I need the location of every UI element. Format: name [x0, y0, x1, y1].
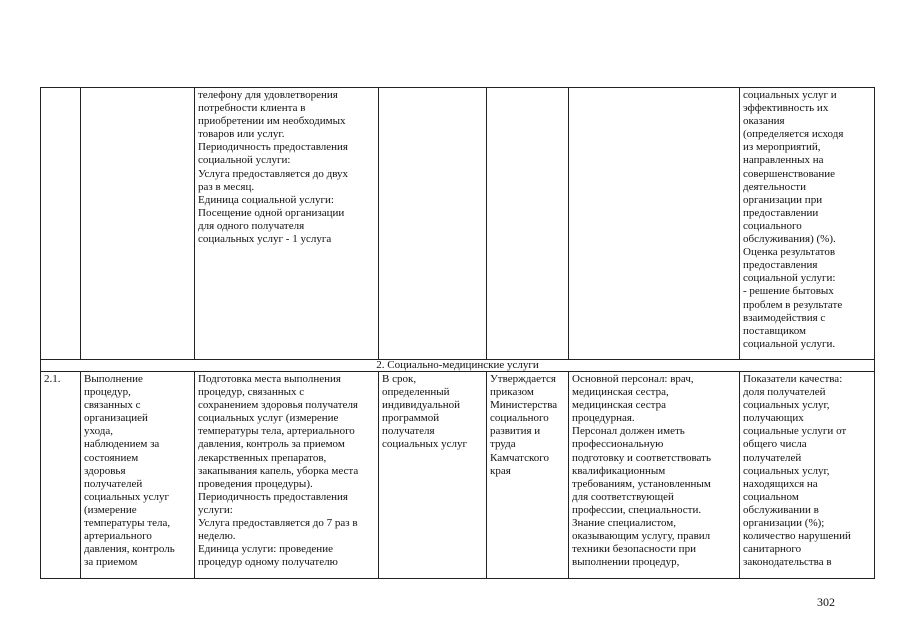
cell-timing	[379, 372, 487, 579]
text-line: Камчатского	[490, 451, 550, 464]
text-line: социальных услуг	[84, 490, 170, 503]
text-line: из мероприятий,	[743, 141, 821, 154]
text-line: труда	[490, 438, 516, 451]
text-line: Знание специалистом,	[572, 517, 677, 530]
text-line: проблем в результате	[743, 298, 843, 311]
cell-description	[195, 372, 379, 579]
cell-service-name	[81, 88, 195, 360]
text-line: раз в месяц.	[198, 180, 255, 193]
text-line: социальных услуг и	[743, 89, 837, 101]
text-line: обслуживания) (%).	[743, 233, 836, 246]
text-line: социального	[743, 219, 802, 232]
text-line: Персонал должен иметь	[572, 425, 685, 438]
text-line: медицинская сестра,	[572, 386, 669, 399]
text-line: услуги:	[198, 503, 233, 516]
text-line: взаимодействия с	[743, 311, 826, 324]
text-line: техники безопасности при	[572, 543, 696, 556]
text-line: организации при	[743, 193, 823, 206]
text-line: эффективность их	[743, 102, 829, 115]
text-line: оказания	[743, 115, 785, 128]
cell-cost	[487, 372, 569, 579]
text-line: профессиональную	[572, 438, 664, 451]
text-line: организации (%);	[743, 517, 825, 530]
text-line: процедурная.	[572, 412, 635, 425]
text-line: артериального	[84, 530, 152, 543]
text-line: доля получателей	[743, 386, 826, 399]
cell-conditions	[569, 372, 740, 579]
text-line: требованиям, установленным	[572, 477, 711, 490]
text-line: квалификационным	[572, 464, 666, 477]
text-line: общего числа	[743, 438, 807, 451]
text-line: связанных с	[84, 399, 141, 412]
text-line: давления, контроль	[84, 543, 175, 556]
text-line: находящихся на	[743, 477, 818, 490]
text-line: Периодичность предоставления	[198, 490, 348, 503]
text-line: товаров или услуг.	[198, 128, 285, 141]
text-line: температуры тела, артериального	[198, 425, 355, 438]
text-line: лекарственных препаратов,	[198, 451, 327, 464]
text-line: за приемом	[84, 556, 138, 569]
cell-service-name	[81, 372, 195, 579]
text-line: индивидуальной	[382, 399, 461, 412]
text-line: В срок,	[382, 373, 417, 385]
cell-cost	[487, 88, 569, 360]
page-number: 302	[817, 595, 835, 609]
text-line: приобретении им необходимых	[198, 115, 346, 128]
cell-description	[195, 88, 379, 360]
text-line: количество нарушений	[743, 530, 851, 543]
text-line: Услуга предоставляется до 7 раз в	[198, 517, 358, 530]
text-line: телефону для удовлетворения	[198, 89, 338, 101]
cell-quality	[740, 372, 875, 579]
text-line: выполнении процедур,	[572, 556, 680, 569]
text-line: закапывания капель, уборка места	[198, 464, 359, 477]
text-line: законодательства в	[743, 556, 832, 569]
text-line: (определяется исходя	[743, 128, 844, 141]
text-line: проведения процедуры).	[198, 477, 313, 490]
text-line: Утверждается	[490, 373, 556, 385]
text-line: Услуга предоставляется до двух	[198, 167, 349, 180]
text-line: предоставления	[743, 259, 818, 272]
text-line: профессии, специальности.	[572, 503, 702, 516]
text-line: Посещение одной организации	[198, 206, 345, 219]
services-table	[40, 87, 875, 579]
table-row	[41, 372, 875, 579]
text-line: наблюдением за	[84, 438, 160, 451]
text-line: давления, контроль за приемом	[198, 438, 345, 451]
text-line: совершенствование	[743, 167, 836, 180]
text-line: для соответствующей	[572, 490, 674, 503]
text-line: края	[490, 464, 511, 477]
text-line: потребности клиента в	[198, 102, 306, 115]
text-line: социальном	[743, 490, 799, 503]
text-line: социальных услуг,	[743, 399, 830, 412]
text-line: процедур,	[84, 386, 131, 399]
text-line: социальной услуги:	[198, 154, 291, 167]
text-line: здоровья	[84, 464, 126, 477]
text-line: медицинская сестра	[572, 399, 666, 412]
text-line: социальной услуги:	[743, 272, 836, 285]
section-heading-row	[41, 360, 875, 372]
text-line: сохранением здоровья получателя	[198, 399, 358, 412]
text-line: социальных услуг - 1 услуга	[198, 233, 332, 246]
cell-conditions	[569, 88, 740, 360]
text-line: получателя	[382, 425, 435, 438]
text-line: санитарного	[743, 543, 802, 556]
text-line: социальных услуг,	[743, 464, 830, 477]
text-line: процедур одному получателю	[198, 556, 338, 569]
text-line: Единица социальной услуги:	[198, 193, 334, 206]
cell-quality	[740, 88, 875, 360]
text-line: социальных услуг (измерение	[198, 412, 339, 425]
text-line: температуры тела,	[84, 517, 171, 530]
text-line: получателей	[743, 451, 802, 464]
text-line: социального	[490, 412, 549, 425]
text-line: подготовку и соответствовать	[572, 451, 711, 464]
text-line: Оценка результатов	[743, 246, 836, 259]
text-line: приказом	[490, 386, 534, 399]
text-line: ухода,	[84, 425, 113, 438]
text-line: социальной услуги.	[743, 337, 836, 350]
text-line: Министерства	[490, 399, 558, 412]
text-line: оказывающим услугу, правил	[572, 530, 711, 543]
section-heading: 2. Социально-медицинские услуги	[41, 360, 875, 372]
text-line: социальных услуг	[382, 438, 468, 451]
cell-timing	[379, 88, 487, 360]
table-row	[41, 88, 875, 360]
text-line: для одного получателя	[198, 219, 305, 232]
text-line: организацией	[84, 412, 148, 425]
text-line: получающих	[743, 412, 804, 425]
text-line: Подготовка места выполнения	[198, 373, 341, 385]
cell-number: 2.1.	[41, 372, 81, 579]
text-line: социальные услуги от	[743, 425, 847, 438]
text-line: Показатели качества:	[743, 373, 843, 385]
text-line: Основной персонал: врач,	[572, 373, 694, 385]
text-line: Единица услуги: проведение	[198, 543, 333, 556]
text-line: направленных на	[743, 154, 824, 167]
text-line: определенный	[382, 386, 450, 399]
text-line: (измерение	[84, 503, 137, 516]
text-line: обслуживании в	[743, 503, 819, 516]
text-line: деятельности	[743, 180, 806, 193]
text-line: состоянием	[84, 451, 139, 464]
text-line: неделю.	[198, 530, 236, 543]
text-line: процедур, связанных с	[198, 386, 305, 399]
text-line: поставщиком	[743, 324, 806, 337]
text-line: предоставлении	[743, 206, 819, 219]
text-line: Периодичность предоставления	[198, 141, 348, 154]
text-line: развития и	[490, 425, 541, 438]
text-line: программой	[382, 412, 440, 425]
text-line: - решение бытовых	[743, 285, 834, 298]
cell-number	[41, 88, 81, 360]
text-line: Выполнение	[84, 373, 143, 385]
text-line: получателей	[84, 477, 143, 490]
